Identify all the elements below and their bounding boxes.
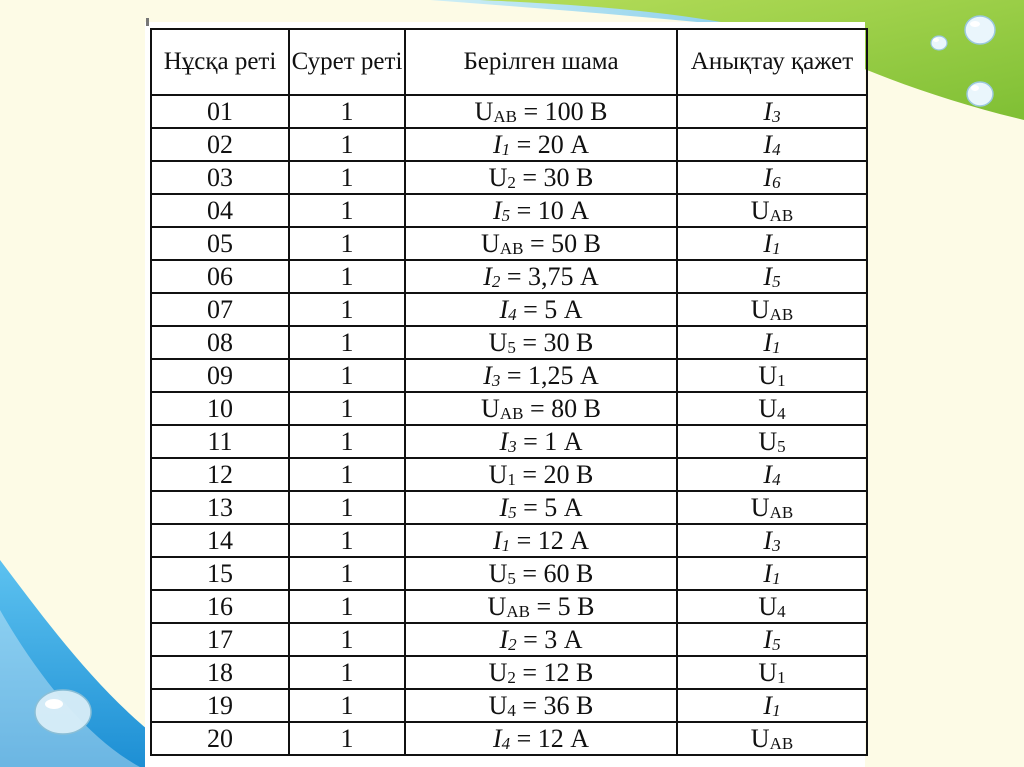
given-cell bbox=[405, 326, 677, 359]
variant-cell: 19 bbox=[151, 689, 289, 722]
variant-cell: 20 bbox=[151, 722, 289, 755]
find-symbol: I bbox=[763, 525, 773, 555]
given-symbol: U bbox=[488, 459, 508, 489]
find-cell bbox=[677, 458, 867, 491]
given-cell bbox=[405, 656, 677, 689]
table-row bbox=[151, 95, 867, 128]
given-symbol: I bbox=[499, 624, 509, 654]
table-row bbox=[151, 293, 867, 326]
find-cell bbox=[677, 128, 867, 161]
given-value: = 80 В bbox=[523, 393, 601, 423]
given-symbol: U bbox=[481, 393, 500, 423]
figure-cell: 1 bbox=[289, 590, 405, 623]
find-symbol: I bbox=[763, 558, 773, 588]
find-subscript: 5 bbox=[777, 436, 786, 456]
find-symbol: I bbox=[763, 96, 773, 126]
given-value: = 1,25 А bbox=[500, 360, 599, 390]
table-row bbox=[151, 491, 867, 524]
find-cell bbox=[677, 689, 867, 722]
variant-cell: 13 bbox=[151, 491, 289, 524]
figure-cell: 1 bbox=[289, 293, 405, 326]
figure-cell: 1 bbox=[289, 524, 405, 557]
figure-cell: 1 bbox=[289, 689, 405, 722]
find-subscript: 4 bbox=[772, 139, 781, 159]
find-cell bbox=[677, 392, 867, 425]
variant-cell: 02 bbox=[151, 128, 289, 161]
given-value: = 20 А bbox=[510, 129, 590, 159]
find-symbol: I bbox=[763, 624, 773, 654]
find-cell bbox=[677, 557, 867, 590]
given-cell bbox=[405, 392, 677, 425]
find-symbol: U bbox=[758, 426, 778, 456]
find-subscript: 1 bbox=[772, 238, 781, 258]
given-value: = 20 В bbox=[515, 459, 594, 489]
given-symbol: I bbox=[499, 294, 509, 324]
variant-cell: 14 bbox=[151, 524, 289, 557]
given-value: = 60 В bbox=[515, 558, 594, 588]
given-subscript: 5 bbox=[501, 205, 511, 225]
find-symbol: U bbox=[758, 360, 778, 390]
find-subscript: AB bbox=[769, 502, 794, 522]
variant-cell: 09 bbox=[151, 359, 289, 392]
given-value: = 30 В bbox=[515, 162, 594, 192]
given-symbol: U bbox=[488, 327, 508, 357]
find-symbol: U bbox=[758, 657, 778, 687]
given-value: = 10 А bbox=[510, 195, 590, 225]
given-cell bbox=[405, 95, 677, 128]
header-given: Берілген шама bbox=[405, 29, 677, 95]
find-subscript: 4 bbox=[772, 469, 781, 489]
given-symbol: U bbox=[488, 558, 508, 588]
given-subscript: 1 bbox=[507, 469, 516, 489]
table-row bbox=[151, 359, 867, 392]
variant-cell: 05 bbox=[151, 227, 289, 260]
given-subscript: 2 bbox=[508, 634, 517, 654]
find-symbol: U bbox=[750, 294, 770, 324]
variant-cell: 18 bbox=[151, 656, 289, 689]
given-cell bbox=[405, 557, 677, 590]
given-symbol: U bbox=[488, 162, 508, 192]
given-cell bbox=[405, 293, 677, 326]
find-cell bbox=[677, 161, 867, 194]
find-symbol: U bbox=[750, 195, 770, 225]
given-cell bbox=[405, 128, 677, 161]
find-subscript: 1 bbox=[777, 370, 786, 390]
given-subscript: 1 bbox=[501, 535, 511, 555]
given-subscript: 4 bbox=[501, 733, 511, 753]
figure-cell: 1 bbox=[289, 128, 405, 161]
find-symbol: I bbox=[763, 261, 773, 291]
given-subscript: AB bbox=[499, 238, 524, 258]
figure-cell: 1 bbox=[289, 227, 405, 260]
given-subscript: 5 bbox=[508, 502, 517, 522]
find-cell bbox=[677, 326, 867, 359]
variant-cell: 06 bbox=[151, 260, 289, 293]
table-row bbox=[151, 722, 867, 755]
find-subscript: 3 bbox=[772, 535, 781, 555]
given-symbol: I bbox=[483, 261, 492, 291]
variants-table bbox=[150, 28, 868, 756]
find-cell bbox=[677, 194, 867, 227]
variant-cell: 03 bbox=[151, 161, 289, 194]
given-symbol: I bbox=[492, 723, 502, 753]
find-cell bbox=[677, 623, 867, 656]
table-header-row bbox=[151, 29, 867, 95]
find-cell bbox=[677, 656, 867, 689]
table-row bbox=[151, 623, 867, 656]
find-symbol: U bbox=[758, 393, 778, 423]
variant-cell: 08 bbox=[151, 326, 289, 359]
find-subscript: 1 bbox=[772, 337, 781, 357]
given-cell bbox=[405, 227, 677, 260]
given-cell bbox=[405, 161, 677, 194]
find-symbol: I bbox=[763, 690, 773, 720]
water-drop-icon bbox=[960, 10, 1000, 50]
water-drop-icon bbox=[962, 76, 998, 112]
given-symbol: U bbox=[487, 591, 507, 621]
find-cell bbox=[677, 524, 867, 557]
given-symbol: I bbox=[492, 195, 502, 225]
given-cell bbox=[405, 491, 677, 524]
variant-cell: 16 bbox=[151, 590, 289, 623]
given-cell bbox=[405, 689, 677, 722]
find-subscript: 5 bbox=[772, 634, 781, 654]
figure-cell: 1 bbox=[289, 425, 405, 458]
given-subscript: 3 bbox=[508, 436, 517, 456]
given-value: = 36 В bbox=[515, 690, 594, 720]
given-subscript: 2 bbox=[491, 271, 501, 291]
find-symbol: U bbox=[758, 591, 778, 621]
given-value: = 1 А bbox=[516, 426, 583, 456]
given-subscript: 4 bbox=[507, 700, 516, 720]
table-row bbox=[151, 227, 867, 260]
variant-cell: 12 bbox=[151, 458, 289, 491]
header-variant: Нұсқа реті bbox=[151, 29, 289, 95]
find-cell bbox=[677, 425, 867, 458]
given-symbol: I bbox=[499, 426, 509, 456]
figure-cell: 1 bbox=[289, 458, 405, 491]
figure-cell: 1 bbox=[289, 656, 405, 689]
given-cell bbox=[405, 590, 677, 623]
given-subscript: AB bbox=[493, 106, 517, 126]
find-subscript: 1 bbox=[772, 568, 781, 588]
find-symbol: I bbox=[763, 162, 773, 192]
given-value: = 50 В bbox=[523, 228, 601, 258]
find-cell bbox=[677, 95, 867, 128]
find-cell bbox=[677, 722, 867, 755]
given-value: = 12 В bbox=[515, 657, 594, 687]
given-symbol: U bbox=[488, 657, 508, 687]
find-symbol: I bbox=[763, 129, 773, 159]
given-value: = 100 В bbox=[516, 96, 608, 126]
given-subscript: AB bbox=[499, 403, 524, 423]
variant-cell: 04 bbox=[151, 194, 289, 227]
variant-cell: 07 bbox=[151, 293, 289, 326]
find-symbol: U bbox=[750, 723, 770, 753]
figure-cell: 1 bbox=[289, 161, 405, 194]
find-subscript: AB bbox=[769, 304, 794, 324]
given-symbol: I bbox=[499, 492, 509, 522]
given-subscript: 4 bbox=[508, 304, 517, 324]
table-row bbox=[151, 128, 867, 161]
figure-cell: 1 bbox=[289, 260, 405, 293]
find-cell bbox=[677, 359, 867, 392]
figure-cell: 1 bbox=[289, 359, 405, 392]
find-cell bbox=[677, 491, 867, 524]
find-subscript: 5 bbox=[772, 271, 781, 291]
given-subscript: 2 bbox=[507, 172, 516, 192]
find-subscript: 3 bbox=[772, 106, 781, 126]
table-row bbox=[151, 689, 867, 722]
variant-cell: 01 bbox=[151, 95, 289, 128]
given-cell bbox=[405, 458, 677, 491]
header-figure: Сурет реті bbox=[289, 29, 405, 95]
table-row bbox=[151, 161, 867, 194]
table-row bbox=[151, 524, 867, 557]
given-cell bbox=[405, 194, 677, 227]
given-value: = 3,75 А bbox=[500, 261, 599, 291]
given-subscript: 3 bbox=[491, 370, 501, 390]
given-symbol: I bbox=[492, 129, 502, 159]
figure-cell: 1 bbox=[289, 557, 405, 590]
table-row bbox=[151, 656, 867, 689]
given-symbol: U bbox=[488, 690, 508, 720]
given-subscript: AB bbox=[506, 601, 530, 621]
given-cell bbox=[405, 359, 677, 392]
given-value: = 3 А bbox=[516, 624, 583, 654]
figure-cell: 1 bbox=[289, 326, 405, 359]
table-row bbox=[151, 590, 867, 623]
given-symbol: I bbox=[483, 360, 492, 390]
given-cell bbox=[405, 260, 677, 293]
figure-cell: 1 bbox=[289, 392, 405, 425]
table-row bbox=[151, 260, 867, 293]
given-subscript: 1 bbox=[501, 139, 511, 159]
find-symbol: I bbox=[763, 327, 773, 357]
given-cell bbox=[405, 722, 677, 755]
given-value: = 12 А bbox=[510, 525, 590, 555]
given-value: = 5 А bbox=[516, 294, 583, 324]
find-subscript: AB bbox=[769, 733, 794, 753]
given-value: = 30 В bbox=[515, 327, 594, 357]
variant-cell: 10 bbox=[151, 392, 289, 425]
figure-cell: 1 bbox=[289, 194, 405, 227]
given-symbol: I bbox=[492, 525, 502, 555]
given-symbol: U bbox=[474, 96, 494, 126]
find-subscript: 1 bbox=[777, 667, 786, 687]
table-row bbox=[151, 392, 867, 425]
given-value: = 5 А bbox=[516, 492, 583, 522]
table-row bbox=[151, 425, 867, 458]
header-find: Анықтау қажет bbox=[677, 29, 867, 95]
given-value: = 12 А bbox=[510, 723, 590, 753]
find-symbol: U bbox=[750, 492, 770, 522]
given-cell bbox=[405, 425, 677, 458]
variant-cell: 11 bbox=[151, 425, 289, 458]
given-symbol: U bbox=[481, 228, 500, 258]
given-subscript: 5 bbox=[507, 568, 516, 588]
table-panel bbox=[145, 22, 865, 767]
given-cell bbox=[405, 623, 677, 656]
figure-cell: 1 bbox=[289, 95, 405, 128]
slide-corner-mark bbox=[146, 18, 149, 26]
water-drop-icon bbox=[928, 32, 950, 54]
find-subscript: 4 bbox=[777, 403, 786, 423]
find-symbol: I bbox=[763, 228, 773, 258]
table-row bbox=[151, 194, 867, 227]
find-cell bbox=[677, 227, 867, 260]
variant-cell: 15 bbox=[151, 557, 289, 590]
figure-cell: 1 bbox=[289, 623, 405, 656]
find-subscript: AB bbox=[769, 205, 794, 225]
find-cell bbox=[677, 590, 867, 623]
water-drop-icon bbox=[28, 682, 98, 742]
variant-cell: 17 bbox=[151, 623, 289, 656]
find-subscript: 4 bbox=[777, 601, 786, 621]
given-subscript: 2 bbox=[507, 667, 516, 687]
find-subscript: 1 bbox=[772, 700, 781, 720]
figure-cell: 1 bbox=[289, 722, 405, 755]
find-subscript: 6 bbox=[772, 172, 781, 192]
given-value: = 5 В bbox=[529, 591, 595, 621]
figure-cell: 1 bbox=[289, 491, 405, 524]
find-cell bbox=[677, 293, 867, 326]
find-cell bbox=[677, 260, 867, 293]
table-row bbox=[151, 458, 867, 491]
table-row bbox=[151, 557, 867, 590]
given-subscript: 5 bbox=[507, 337, 516, 357]
given-cell bbox=[405, 524, 677, 557]
table-row bbox=[151, 326, 867, 359]
find-symbol: I bbox=[763, 459, 773, 489]
